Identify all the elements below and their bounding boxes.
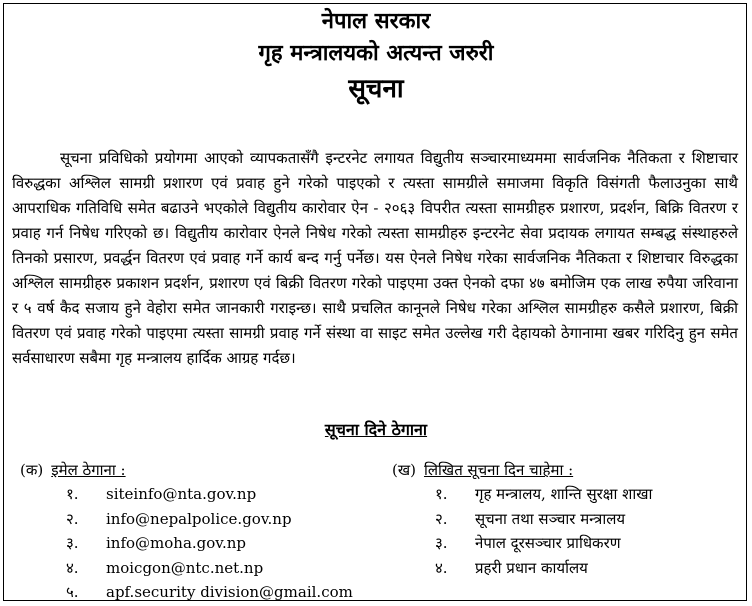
email-address: info@moha.gov.np [106,534,247,552]
email-list [66,482,353,605]
office-item [435,507,652,532]
office-item [435,556,652,581]
item-number: ४. [435,558,448,577]
email-item [66,482,353,507]
office-name: सूचना तथा सञ्चार मन्त्रालय [475,509,626,528]
email-item [66,580,353,605]
ministry-title: गृह मन्त्रालयको अत्यन्त जरुरी [258,40,494,66]
email-heading-label: इमेल ठेगाना : [51,461,126,479]
email-address: moicgon@ntc.net.np [106,558,264,577]
email-item [66,507,353,532]
email-address: siteinfo@nta.gov.np [106,485,257,503]
item-number: २. [66,509,79,528]
written-heading-label: लिखित सूचना दिन चाहेमा : [423,461,574,479]
contact-section-title: सूचना दिने ठेगाना [324,420,428,439]
item-number: ३. [435,534,448,552]
written-heading [392,459,573,481]
office-item [435,531,652,556]
notice-body: सूचना प्रविधिको प्रयोगमा आएको व्यापकतासँगै इन्टरनेट लगायत विद्युतीय सञ्चारमाध्यममा सार्वजनिक नैतिकता र शिष्टाचार विरुद्धका अश्लिल सामग्री प्रशारण एवं प्रवाह हुने गरेको पाइएको र त्यस्ता सामग्रीले समाजमा विकृति विसंगती फैलाउनुका साथै आपराधिक गतिविधि समेत बढाउने भएकोले विद्युतीय कारोवार ऐन - २०६३ विपरीत त्यस्ता सामग्रीहरु प्रशारण, प्रदर्शन, बिक्रि वितरण र प्रवाह गर्न निषेध गरिएको छ। विद्युतीय कारोवार ऐनले निषेध गरेको त्यस्ता सामग्रीहरु इन्टरनेट सेवा प्रदायक लगायत सम्बद्ध संस्थाहरुले तिनको प्रसारण, प्रवर्द्धन वितरण एवं प्रवाह गर्ने कार्य बन्द गर्नु पर्नेछ। यस ऐनले निषेध गरेका सार्वजनिक नैतिकता र शिष्टाचार विरुद्धका अश्लिल सामग्रीहरु प्रकाशन प्रदर्शन, प्रशारण एवं बिक्री वितरण गरेको पाइएमा उक्त ऐनको दफा ४७ बमोजिम एक लाख रुपैया जरिवाना र ५ वर्ष कैद सजाय हुने वेहोरा समेत जानकारी गराइन्छ। साथै प्रचलित कानूनले निषेध गरेका अश्लिल सामग्रीहरु कसैले प्रशारण, बिक्री वितरण एवं प्रवाह गरेको पाइएमा त्यस्ता सामग्री प्रवाह गर्ने संस्था वा साइट समेत उल्लेख गरी देहायको ठेगानामा खबर गरिदिनु हुन समेत सर्वसाधारण सबैमा गृह मन्त्रालय हार्दिक आग्रह गर्दछ। [12,149,738,367]
office-name: नेपाल दूरसञ्चार प्राधिकरण [475,534,621,552]
email-heading-prefix: (क) [20,461,44,479]
email-item [66,531,353,556]
written-heading-prefix: (ख) [392,461,416,479]
item-number: ४. [66,558,79,577]
item-number: १. [66,485,79,503]
office-name: गृह मन्त्रालय, शान्ति सुरक्षा शाखा [475,485,653,503]
notice-title: सूचना [348,74,404,104]
government-title: नेपाल सरकार [321,8,431,34]
item-number: २. [435,509,448,528]
email-address: info@nepalpolice.gov.np [106,509,292,528]
office-name: प्रहरी प्रधान कार्यालय [475,558,588,577]
email-item [66,556,353,581]
written-contact-list [435,482,652,580]
email-address: apf.security division@gmail.com [106,583,353,601]
item-number: ३. [66,534,79,552]
item-number: ५. [66,583,79,601]
email-heading [20,459,126,481]
office-item [435,482,652,507]
item-number: १. [435,485,448,503]
